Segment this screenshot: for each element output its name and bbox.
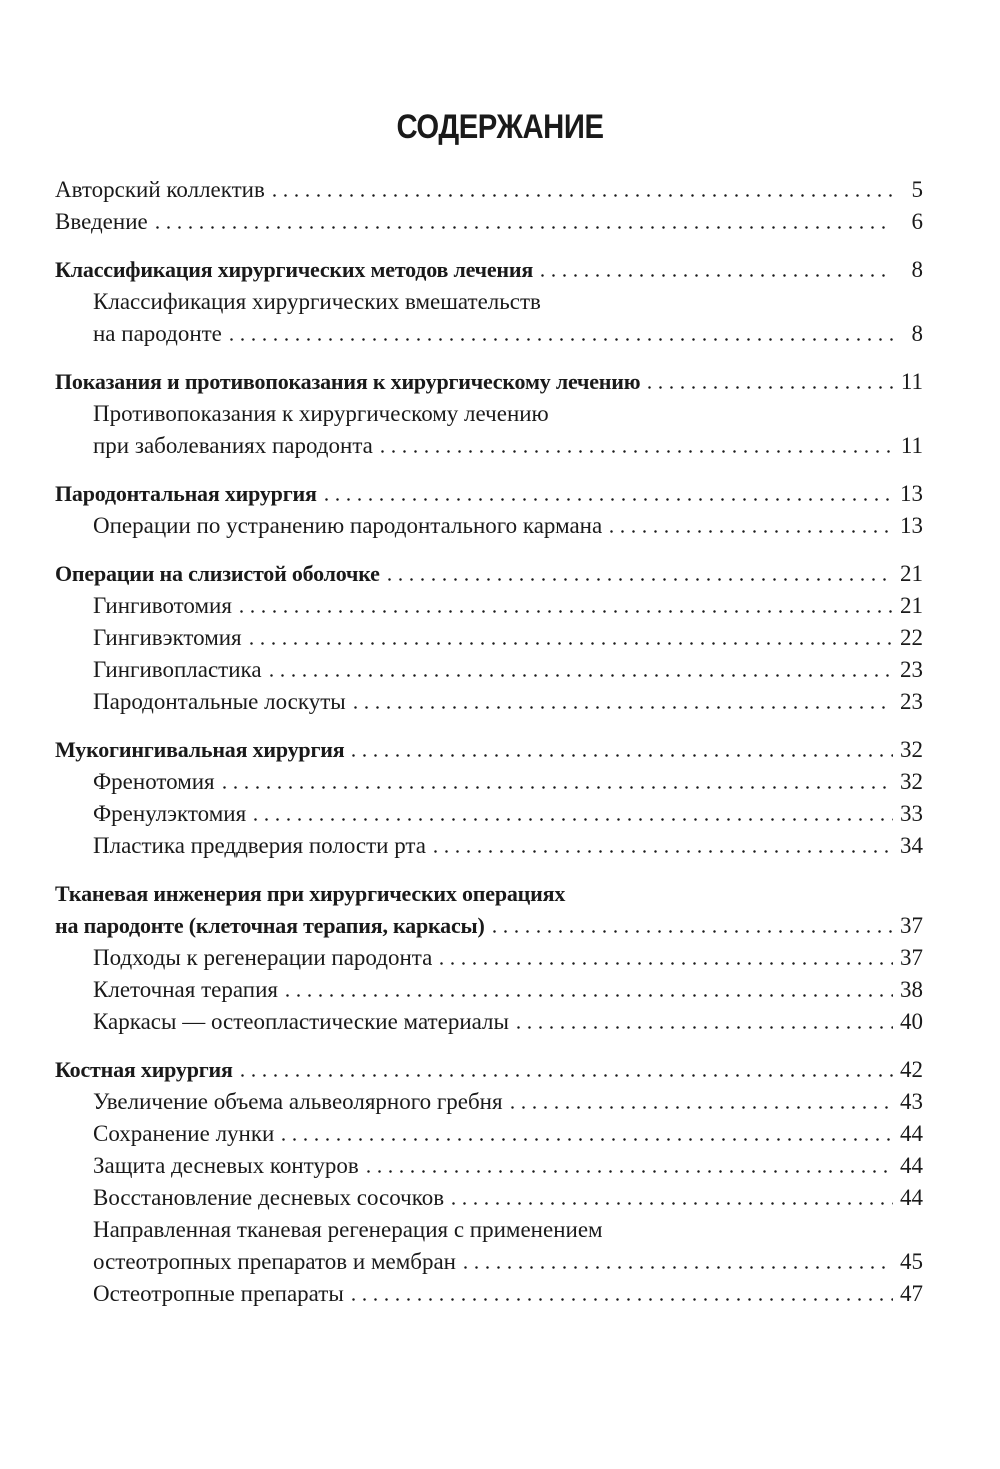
toc-entry-label: Увеличение объема альвеолярного гребня bbox=[93, 1089, 503, 1114]
dot-leader bbox=[236, 610, 893, 613]
toc-entry-introduction[interactable] bbox=[55, 206, 923, 238]
toc-page-number: 13 bbox=[900, 513, 923, 538]
toc-entry-label: Френотомия bbox=[93, 769, 215, 794]
toc-page-number: 34 bbox=[900, 833, 923, 858]
dot-leader bbox=[384, 578, 893, 581]
toc-entry-label-line1[interactable]: Направленная тканевая регенерация с применением bbox=[93, 1217, 603, 1242]
toc-entry-ridge-augmentation[interactable] bbox=[55, 1086, 923, 1118]
toc-section-bone-surgery[interactable] bbox=[55, 1054, 923, 1086]
dot-leader bbox=[606, 530, 893, 533]
dot-leader bbox=[377, 450, 893, 453]
toc-section-mucosa-operations[interactable] bbox=[55, 558, 923, 590]
toc-page-number: 47 bbox=[900, 1281, 923, 1306]
toc-page-number: 23 bbox=[900, 657, 923, 682]
toc-page-number: 8 bbox=[911, 321, 923, 346]
dot-leader bbox=[489, 930, 893, 933]
toc-entry-label-line1[interactable]: Классификация хирургических вмешательств bbox=[93, 289, 541, 314]
dot-leader bbox=[537, 274, 893, 277]
toc-page-number: 11 bbox=[900, 369, 923, 394]
toc-page-number: 13 bbox=[900, 481, 923, 506]
toc-page-number: 32 bbox=[900, 737, 923, 762]
dot-leader bbox=[226, 338, 893, 341]
toc-page-number: 22 bbox=[900, 625, 923, 650]
toc-entry-frenulectomy[interactable] bbox=[55, 798, 923, 830]
dot-leader bbox=[269, 194, 893, 197]
toc-section-label: на пародонте (клеточная терапия, каркасы) bbox=[55, 913, 485, 938]
toc-section-classification[interactable] bbox=[55, 254, 923, 286]
toc-section-label: Показания и противопоказания к хирургическому лечению bbox=[55, 369, 641, 394]
toc-entry-osteotropic-drugs[interactable] bbox=[55, 1278, 923, 1310]
dot-leader bbox=[321, 498, 893, 501]
table-of-contents bbox=[55, 174, 923, 1310]
dot-leader bbox=[350, 706, 893, 709]
toc-entry-gingivectomy[interactable] bbox=[55, 622, 923, 654]
dot-leader bbox=[250, 818, 893, 821]
dot-leader bbox=[219, 786, 893, 789]
toc-page-number: 43 bbox=[900, 1089, 923, 1114]
toc-entry-cell-therapy[interactable] bbox=[55, 974, 923, 1006]
toc-section-label: Пародонтальная хирургия bbox=[55, 481, 317, 506]
toc-entry-gingival-contours[interactable] bbox=[55, 1150, 923, 1182]
toc-entry-label: Пародонтальные лоскуты bbox=[93, 689, 346, 714]
dot-leader bbox=[460, 1266, 893, 1269]
toc-page-number: 37 bbox=[900, 913, 923, 938]
toc-section-label: Операции на слизистой оболочке bbox=[55, 561, 380, 586]
toc-entry-authors[interactable] bbox=[55, 174, 923, 206]
dot-leader bbox=[348, 1298, 893, 1301]
dot-leader bbox=[348, 754, 893, 757]
toc-entry-label: Клеточная терапия bbox=[93, 977, 278, 1002]
dot-leader bbox=[278, 1138, 893, 1141]
toc-page-number: 42 bbox=[900, 1057, 923, 1082]
dot-leader bbox=[644, 386, 893, 389]
toc-entry-label: Пластика преддверия полости рта bbox=[93, 833, 426, 858]
toc-page-number: 8 bbox=[911, 257, 923, 282]
dot-leader bbox=[436, 962, 893, 965]
toc-page-number: 45 bbox=[900, 1249, 923, 1274]
toc-entry-label: Френулэктомия bbox=[93, 801, 247, 826]
toc-page-number: 44 bbox=[900, 1185, 923, 1210]
toc-entry-socket-preservation[interactable] bbox=[55, 1118, 923, 1150]
toc-page-number: 23 bbox=[900, 689, 923, 714]
toc-section-label: Мукогингивальная хирургия bbox=[55, 737, 345, 762]
toc-entry-label: Восстановление десневых сосочков bbox=[93, 1185, 445, 1210]
toc-entry-gingivoplasty[interactable] bbox=[55, 654, 923, 686]
dot-leader bbox=[266, 674, 893, 677]
dot-leader bbox=[152, 226, 893, 229]
toc-entry-contraindications[interactable] bbox=[55, 430, 923, 462]
toc-entry-gingivotomy[interactable] bbox=[55, 590, 923, 622]
toc-entry-scaffolds[interactable] bbox=[55, 1006, 923, 1038]
toc-page-number: 44 bbox=[900, 1153, 923, 1178]
toc-entry-label: Гингивотомия bbox=[93, 593, 232, 618]
toc-page-number: 6 bbox=[911, 209, 923, 234]
toc-page-number: 38 bbox=[900, 977, 923, 1002]
toc-entry-label: Защита десневых контуров bbox=[93, 1153, 359, 1178]
toc-entry-label: на пародонте bbox=[93, 321, 222, 346]
toc-page-number: 37 bbox=[900, 945, 923, 970]
toc-page-number: 44 bbox=[900, 1121, 923, 1146]
toc-page-number: 33 bbox=[900, 801, 923, 826]
toc-entry-label: при заболеваниях пародонта bbox=[93, 433, 373, 458]
toc-page-number: 40 bbox=[900, 1009, 923, 1034]
toc-entry-frenotomy[interactable] bbox=[55, 766, 923, 798]
toc-section-label: Классификация хирургических методов лечения bbox=[55, 257, 534, 282]
toc-entry-label: Операции по устранению пародонтального кармана bbox=[93, 513, 603, 538]
dot-leader bbox=[282, 994, 893, 997]
toc-entry-papilla-restoration[interactable] bbox=[55, 1182, 923, 1214]
toc-page-number: 21 bbox=[900, 593, 923, 618]
toc-section-label-line1[interactable]: Тканевая инженерия при хирургических операциях bbox=[55, 881, 566, 906]
toc-entry-label: Остеотропные препараты bbox=[93, 1281, 344, 1306]
toc-page-number: 5 bbox=[911, 177, 923, 202]
toc-entry-label: Гингивопластика bbox=[93, 657, 262, 682]
toc-entry-label-line1[interactable]: Противопоказания к хирургическому лечению bbox=[93, 401, 549, 426]
toc-section-periodontal-surgery[interactable] bbox=[55, 478, 923, 510]
dot-leader bbox=[430, 850, 893, 853]
dot-leader bbox=[363, 1170, 893, 1173]
toc-section-label: Костная хирургия bbox=[55, 1057, 233, 1082]
toc-page-number: 11 bbox=[900, 433, 923, 458]
dot-leader bbox=[246, 642, 893, 645]
toc-entry-label: Введение bbox=[55, 209, 148, 234]
toc-entry-classification-interventions[interactable] bbox=[55, 318, 923, 350]
dot-leader bbox=[513, 1026, 893, 1029]
toc-entry-label: остеотропных препаратов и мембран bbox=[93, 1249, 456, 1274]
dot-leader bbox=[448, 1202, 893, 1205]
toc-section-mucogingival-surgery[interactable] bbox=[55, 734, 923, 766]
toc-entry-vestibuloplasty[interactable] bbox=[55, 830, 923, 862]
toc-entry-label: Авторский коллектив bbox=[55, 177, 265, 202]
toc-entry-label: Подходы к регенерации пародонта bbox=[93, 945, 433, 970]
page-title: СОДЕРЖАНИЕ bbox=[396, 108, 604, 146]
dot-leader bbox=[507, 1106, 893, 1109]
toc-entry-label: Каркасы — остеопластические материалы bbox=[93, 1009, 509, 1034]
toc-section-tissue-engineering[interactable] bbox=[55, 910, 923, 942]
toc-page-number: 32 bbox=[900, 769, 923, 794]
toc-section-indications[interactable] bbox=[55, 366, 923, 398]
dot-leader bbox=[237, 1074, 893, 1077]
toc-entry-regeneration-approaches[interactable] bbox=[55, 942, 923, 974]
toc-entry-label: Сохранение лунки bbox=[93, 1121, 275, 1146]
toc-entry-guided-regeneration[interactable] bbox=[55, 1246, 923, 1278]
toc-entry-label: Гингивэктомия bbox=[93, 625, 242, 650]
toc-entry-pocket-elimination[interactable] bbox=[55, 510, 923, 542]
toc-page-number: 21 bbox=[900, 561, 923, 586]
toc-entry-periodontal-flaps[interactable] bbox=[55, 686, 923, 718]
